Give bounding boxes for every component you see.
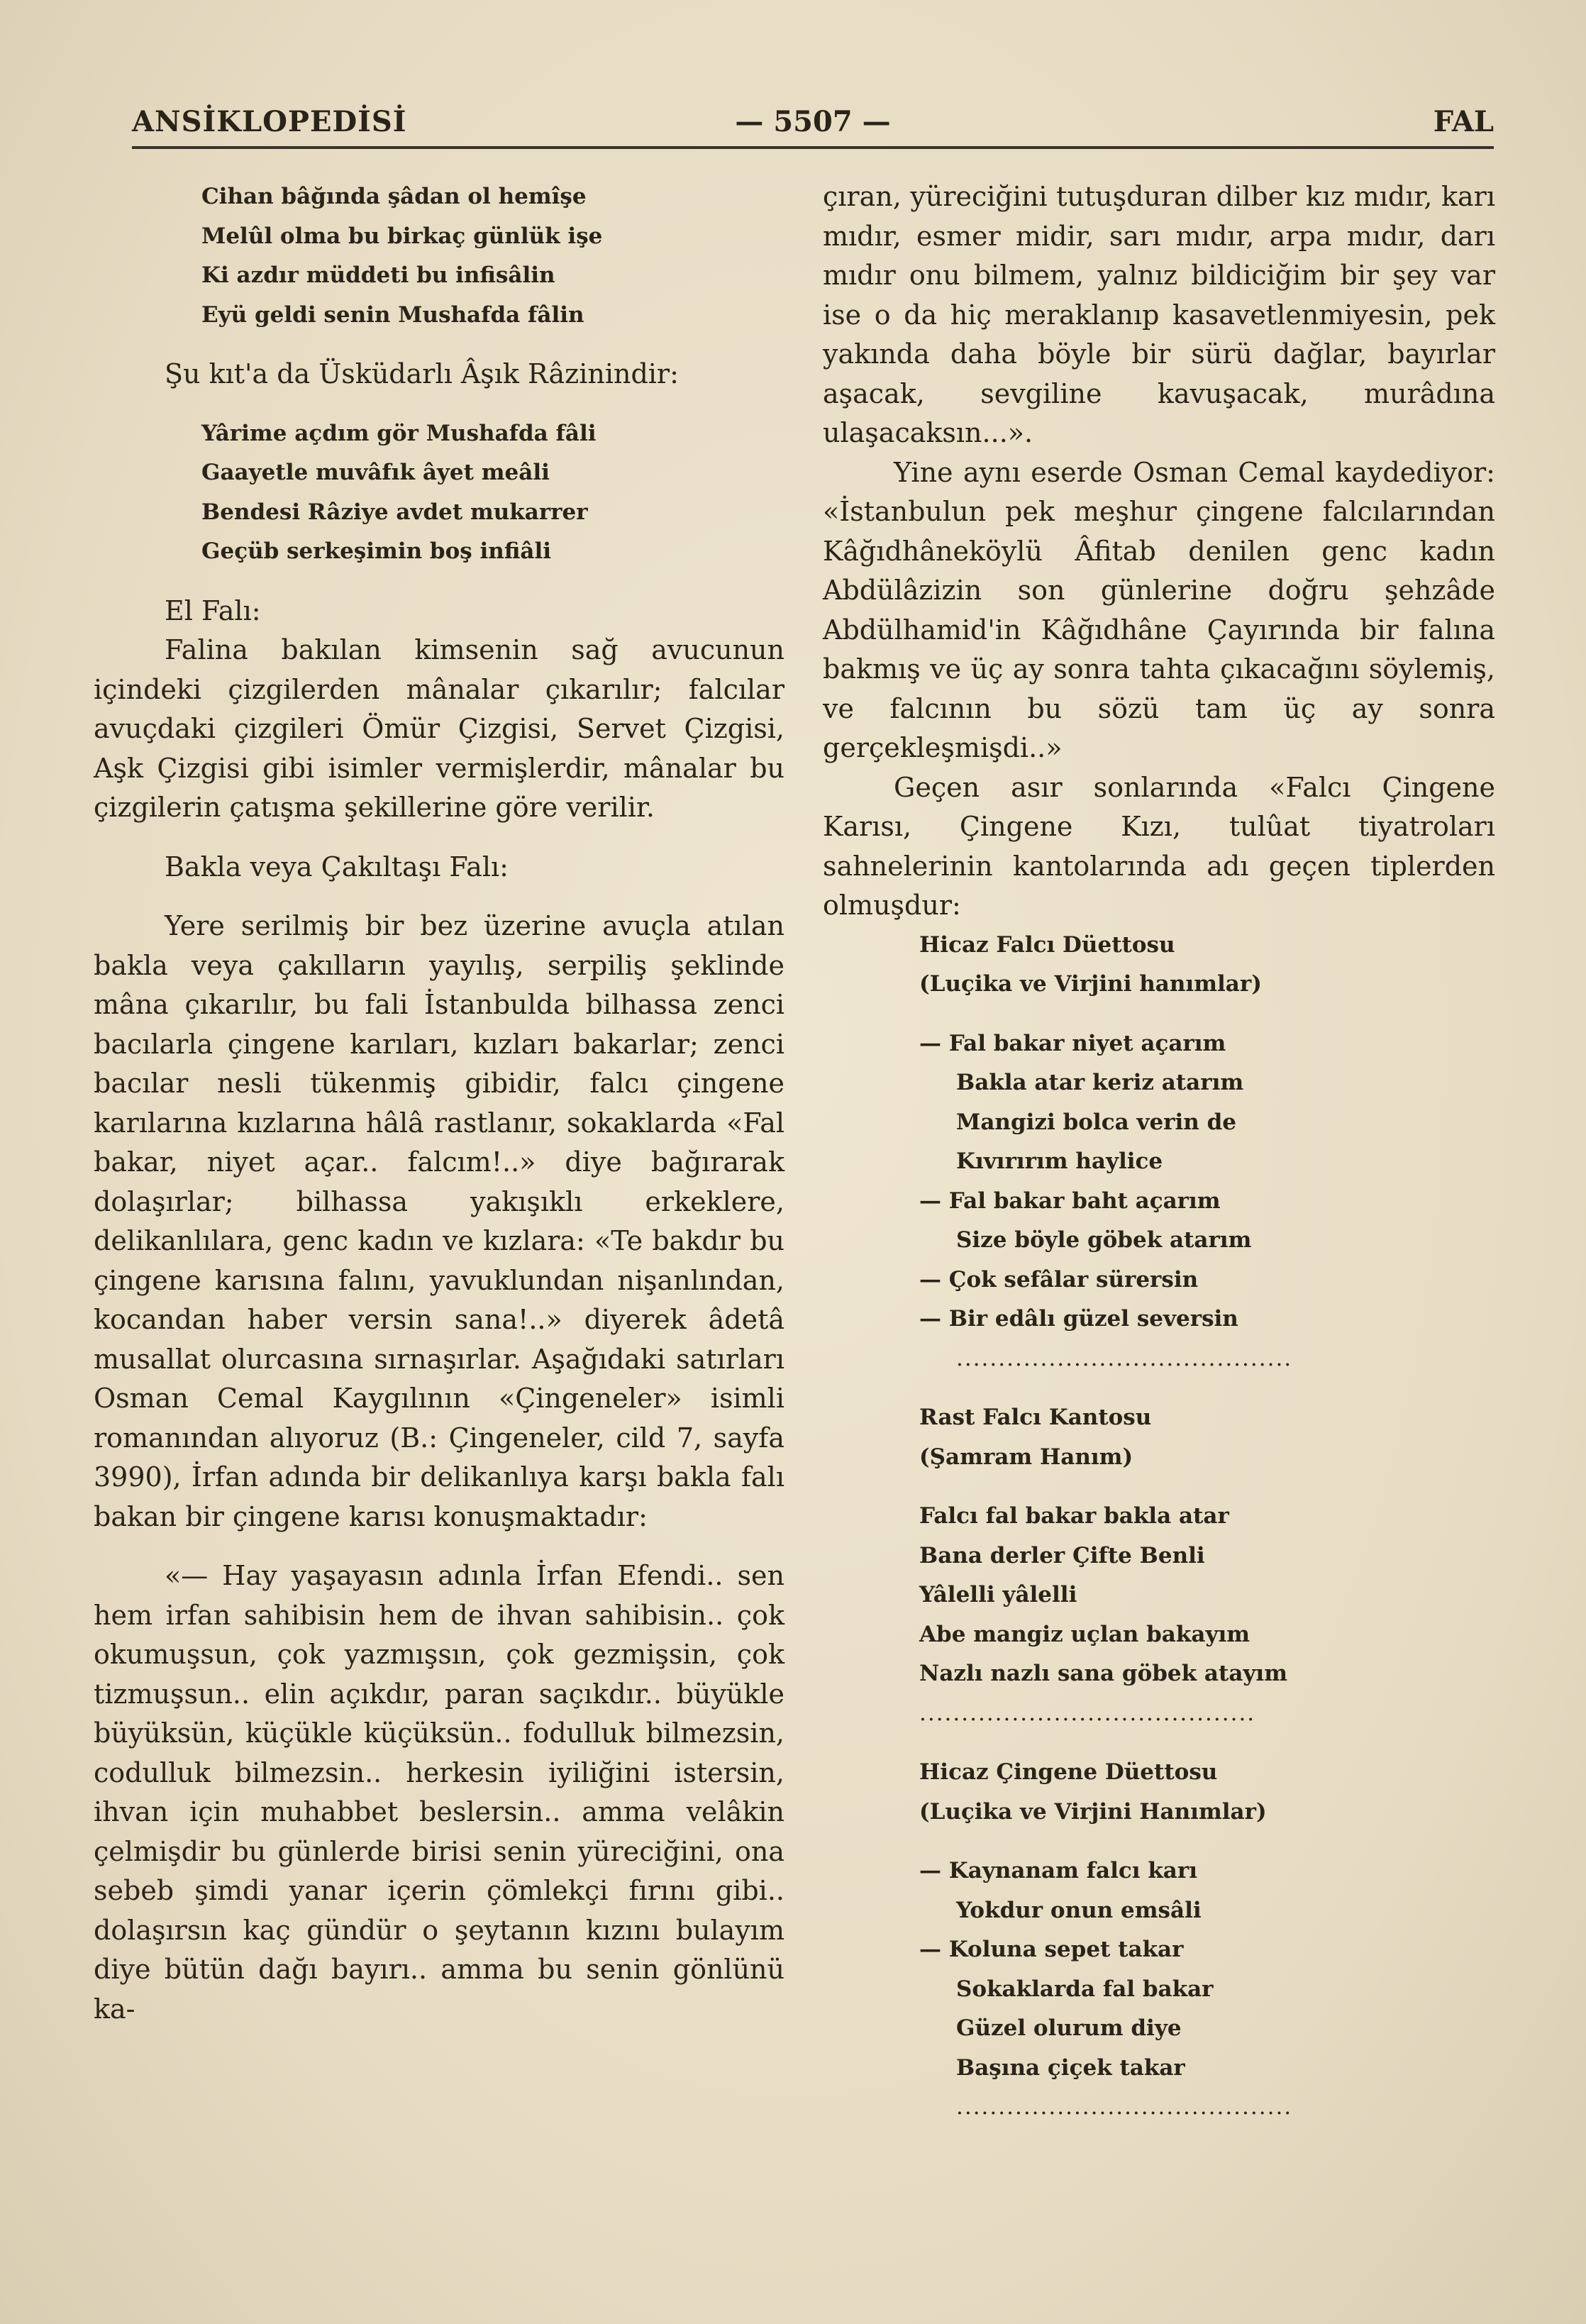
page-header xyxy=(132,105,1494,148)
song-hicaz-cingene xyxy=(823,1753,1495,2127)
song-subtitle: (Luçika ve Virjini hanımlar) xyxy=(919,971,1262,997)
left-column xyxy=(94,177,784,2029)
song-line: Kıvırırım haylice xyxy=(956,1149,1163,1174)
song-line: Sokaklarda fal bakar xyxy=(956,1976,1214,2002)
spacer xyxy=(94,887,784,907)
header-section: FAL xyxy=(1433,105,1494,138)
song-line: Bakla atar keriz atarım xyxy=(956,1070,1244,1095)
poem-line: Eyü geldi senin Mushafda fâlin xyxy=(201,301,584,328)
song-line: Falcı fal bakar bakla atar xyxy=(919,1503,1229,1529)
ellipsis-line: ........................................ xyxy=(956,1345,1293,1371)
song-line: Nazlı nazlı sana göbek atayım xyxy=(919,1661,1288,1686)
section-bakla-fali xyxy=(94,848,784,2030)
ellipsis-line: ........................................ xyxy=(919,1700,1256,1726)
poem-line: Yârime açdım gör Mushafda fâli xyxy=(201,420,597,446)
spacer xyxy=(919,1005,1495,1024)
poem-line: Cihan bâğında şâdan ol hemîşe xyxy=(201,184,587,209)
song-line: Güzel olurum diye xyxy=(956,2015,1182,2041)
right-column xyxy=(823,177,1495,2127)
song-line: Yâlelli yâlelli xyxy=(919,1582,1077,1608)
spacer xyxy=(94,394,784,414)
song-line: — Bir edâlı güzel seversin xyxy=(919,1306,1238,1332)
page-number: — 5507 — xyxy=(735,105,891,138)
song-subtitle: (Şamram Hanım) xyxy=(919,1444,1133,1470)
spacer xyxy=(94,828,784,848)
spacer xyxy=(823,1733,1495,1753)
section-heading: Bakla veya Çakıltaşı Falı: xyxy=(165,851,509,882)
spacer xyxy=(94,572,784,592)
paragraph: Falina bakılan kimsenin sağ avucunun içindeki çizgilerden mânalar çıkarılır; falcılar avuçdaki çizgileri Ömür Çizgisi, Servet Çizgisi, Aşk Çizgisi gibi isimler vermişlerdir, mânalar bu çizgilerin çatışma şekillerine göre verilir. xyxy=(94,634,784,823)
song-line: Yokdur onun emsâli xyxy=(956,1897,1202,1923)
song-title: Rast Falcı Kantosu xyxy=(919,1405,1152,1430)
header-rule xyxy=(132,146,1494,149)
song-title: Hicaz Çingene Düettosu xyxy=(919,1759,1218,1785)
song-line: — Koluna sepet takar xyxy=(919,1937,1184,1962)
intro-text: Şu kıt'a da Üsküdarlı Âşık Râzinindir: xyxy=(165,358,679,389)
poem-cihan xyxy=(94,177,784,335)
section-heading: El Falı: xyxy=(165,594,261,626)
song-line: — Fal bakar niyet açarım xyxy=(919,1030,1226,1056)
spacer xyxy=(919,1477,1495,1497)
paragraph: çıran, yüreciğini tutuşduran dilber kız mıdır, karı mıdır, esmer midir, sarı mıdır, arpa mıdır, darı mıdır onu bilmem, yalnız bildiciğim bir şey var ise o da hiç meraklanıp kasavetlenmiyesin, pek yakında daha böyle bir sürü dağlar, bayırlar aşacak, sevgiline kavuşacak, murâdına ulaşacaksın...». xyxy=(823,181,1495,448)
spacer xyxy=(94,335,784,355)
poem-line: Melûl olma bu birkaç günlük işe xyxy=(201,223,603,249)
song-line: — Çok sefâlar sürersin xyxy=(919,1266,1199,1293)
header-title: ANSİKLOPEDİSİ xyxy=(132,105,407,138)
song-line: — Kaynanam falcı karı xyxy=(919,1858,1197,1883)
song-line: — Fal bakar baht açarım xyxy=(919,1188,1221,1214)
poem-line: Bendesi Râziye avdet mukarrer xyxy=(201,499,588,525)
continued-text xyxy=(823,177,1495,926)
song-line: Size böyle göbek atarım xyxy=(956,1227,1252,1253)
intro-paragraph xyxy=(94,355,784,394)
poem-line: Gaayetle muvâfık âyet meâli xyxy=(201,460,550,485)
poem-yarime xyxy=(94,414,784,572)
paragraph: Geçen asır sonlarında «Falcı Çingene Karısı, Çingene Kızı, tulûat tiyatroları sahnelerinin kantolarında adı geçen tiplerden olmuşdur: xyxy=(823,771,1495,921)
song-hicaz-falci xyxy=(823,926,1495,1379)
paragraph: Yere serilmiş bir bez üzerine avuçla atılan bakla veya çakılların yayılış, serpiliş şeklinde mâna çıkarılır, bu fali İstanbulda bilhassa zenci bacılarla çingene karıları, kızları bakarlar; zenci bacılar nesli tükenmiş gibidir, falcı çingene karılarına kızlarına hâlâ rastlanır, sokaklarda «Fal bakar, niyet açar.. falcım!..» diye bağırarak dolaşırlar; bilhassa yakışıklı erkeklere, delikanlılara, genc kadın ve kızlara: «Te bakdır bu çingene karısına falını, yavuklundan nişanlından, kocandan haber versin sana!..» diyerek âdetâ musallat olurcasına sırnaşırlar. Aşağıdaki satırları Osman Cemal Kaygılının «Çingeneler» isimli romanından alıyoruz (B.: Çingeneler, cild 7, sayfa 3990), İrfan adında bir delikanlıya karşı bakla falı bakan bir çingene karısı konuşmaktadır: xyxy=(94,910,784,1532)
song-subtitle: (Luçika ve Virjini Hanımlar) xyxy=(919,1798,1267,1825)
song-line: Başına çiçek takar xyxy=(956,2054,1185,2081)
song-title: Hicaz Falcı Düettosu xyxy=(919,931,1175,958)
section-el-fali xyxy=(94,592,784,828)
spacer xyxy=(919,1832,1495,1852)
poem-line: Ki azdır müddeti bu infisâlin xyxy=(201,262,555,288)
song-line: Abe mangiz uçlan bakayım xyxy=(919,1621,1250,1647)
quote-paragraph: «— Hay yaşayasın adınla İrfan Efendi.. sen hem irfan sahibisin hem de ihvan sahibisin.. çok okumuşsun, çok yazmışsın, çok gezmişsin, çok tizmuşsun.. elin açıkdır, paran saçıkdır.. büyükle büyüksün, küçükle küçüksün.. fodulluk bilmezsin, codulluk bilmezsin.. herkesin iyiliğini istersin, ihvan için muhabbet beslersin.. amma velâkin çelmişdir bu günlerde birisi senin yüreciğini, ona sebeb şimdi yanar içerin çömlekçi fırını gibi.. dolaşırsın kaç gündür o şeytanın kızını bulayım diye bütün dağı bayırı.. amma bu senin gönlünü ka- xyxy=(94,1560,784,2025)
spacer xyxy=(823,1378,1495,1398)
paragraph: Yine aynı eserde Osman Cemal kaydediyor: «İstanbulun pek meşhur çingene falcılarından Kâğıdhâneköylü Âfitab denilen genc kadın Abdülâzizin son günlerine doğru şehzâde Abdülhamid'in Kâğıdhâne Çayırında bir falına bakmış ve üç ay sonra tahta çıkacağını söylemiş, ve falcının bu sözü tam üç ay sonra gerçekleşmişdi..» xyxy=(823,456,1495,763)
poem-line: Geçüb serkeşimin boş infiâli xyxy=(201,538,552,564)
song-line: Bana derler Çifte Benli xyxy=(919,1542,1205,1568)
song-line: Mangizi bolca verin de xyxy=(956,1109,1237,1135)
song-rast-falci xyxy=(823,1398,1495,1733)
ellipsis-line: ........................................ xyxy=(956,2094,1293,2120)
spacer xyxy=(94,1537,784,1556)
